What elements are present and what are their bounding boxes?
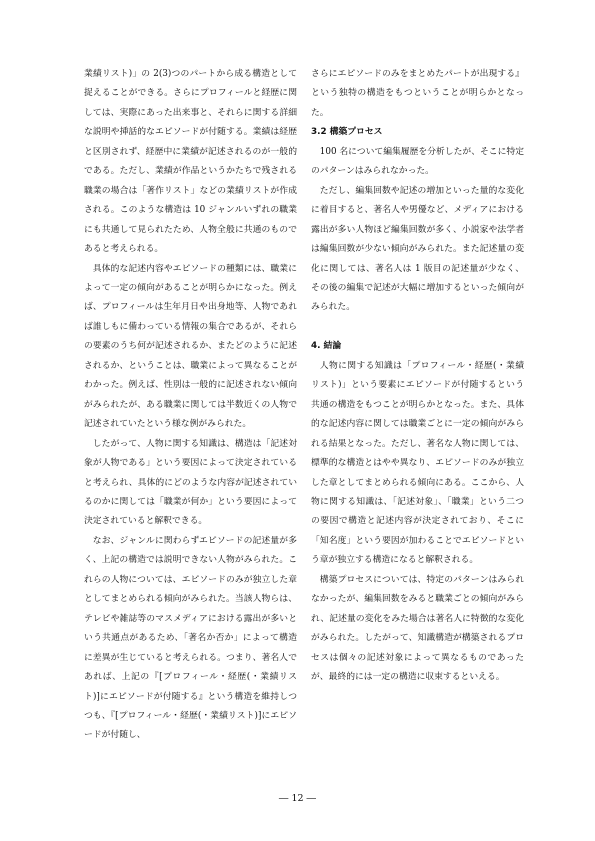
- paragraph: 人物に関する知識は「プロフィール・経歴(・業績リスト)」という要素にエピソードが付随するという共通の構造をもつことが明らかとなった。また、具体的な記述内容に関しては職業ごとに一定の傾向がみられる結果となった。ただし、著名な人物に関しては、標準的な構造とはやや異なり、エピソードのみが独立した章としてまとめられる傾向にある。ここから、人物に関する知識は、「記述対象」、「職業」という二つの要因で構造と記述内容が決定されており、そこに「知名度」という要因が加わることでエピソードという章が独立する構造になると解釈される。: [311, 360, 524, 566]
- section-heading-3-2: 3.2 構築プロセス: [311, 127, 383, 138]
- paragraph: 具体的な記述内容やエピソードの種類には、職業によって一定の傾向があることが明らかになった。例えば、プロフィールは生年月日や出身地等、人物であれば誰しもに備わっている情報の集合であるが、それらの要素のうち何が記述されるか、またどのように記述されるか、ということは、職業によって異なることがわかった。例えば、性別は一般的に記述されない傾向がみられたが、ある職業に関しては半数近くの人物で記述されていたという様な例がみられた。: [84, 263, 297, 430]
- page-number: ― 12 ―: [278, 793, 317, 804]
- paragraph: なお、ジャンルに関わらずエピソードの記述量が多く、上記の構造では説明できない人物がみられた。これらの人物については、エピソードのみが独立した章としてまとめられる傾向がみられた。当該人物らは、テレビや雑誌等のマスメディアにおける露出が多いという共通点があるため、「著名か否か」によって構造に差異が生じていると考えられる。つまり、著名人であれば、上記の『[プロフィール・経歴(・業績リスト)]にエピソードが付随する』という構造を維持しつつも、『[プロフィール・経歴(・業績リスト)]にエピソードが付随し、: [84, 535, 297, 741]
- section-heading-4: 4. 結論: [311, 341, 342, 352]
- paragraph: したがって、人物に関する知識は、構造は「記述対象が人物である」という要因によって決定されていると考えられ、具体的にどのような内容が記述されているのかに関しては「職業が何か」という要因によって決定されていると解釈できる。: [84, 438, 297, 527]
- paragraph: 業績リスト)」の 2(3)つのパートから成る構造として捉えることができる。さらにプロフィールと経歴に関しては、実際にあった出来事と、それらに関する詳細な説明や挿話的なエピソードが付随する。業績は経歴と区別されず、経歴中に業績が記述されるのが一般的である。ただし、業績が作品というかたちで残される職業の場合は「著作リスト」などの業績リストが作成される。このような構造は 10 ジャンルいずれの職業にも共通して見られたため、人物全般に共通のものであると考えられる。: [84, 69, 297, 255]
- paragraph: さらにエピソードのみをまとめたパートが出現する』という独特の構造をもつということが明らかとなった。: [311, 69, 524, 118]
- left-column: [84, 65, 297, 746]
- paragraph: 100 名について編集履歴を分析したが、そこに特定のパターンはみられなかった。: [311, 146, 524, 177]
- section-spacer: [311, 318, 524, 337]
- paragraph: 構築プロセスについては、特定のパターンはみられなかったが、編集回数をみると職業ごとの傾向がみられ、記述量の変化をみた場合は著名人に特徴的な変化がみられた。したがって、知識構造が構築されるプロセスは個々の記述対象によって異なるものであったが、最終的には一定の構造に収束するといえる。: [311, 574, 524, 683]
- right-column: [311, 65, 524, 687]
- paragraph: ただし、編集回数や記述の増加といった量的な変化に着目すると、著名人や男優など、メディアにおける露出が多い人物ほど編集回数が多く、小説家や法学者は編集回数が少ない傾向がみられた。また記述量の変化に関しては、著名人は 1 版目の記述量が少なく、その後の編集で記述が大幅に増加するといった傾向がみられた。: [311, 185, 524, 313]
